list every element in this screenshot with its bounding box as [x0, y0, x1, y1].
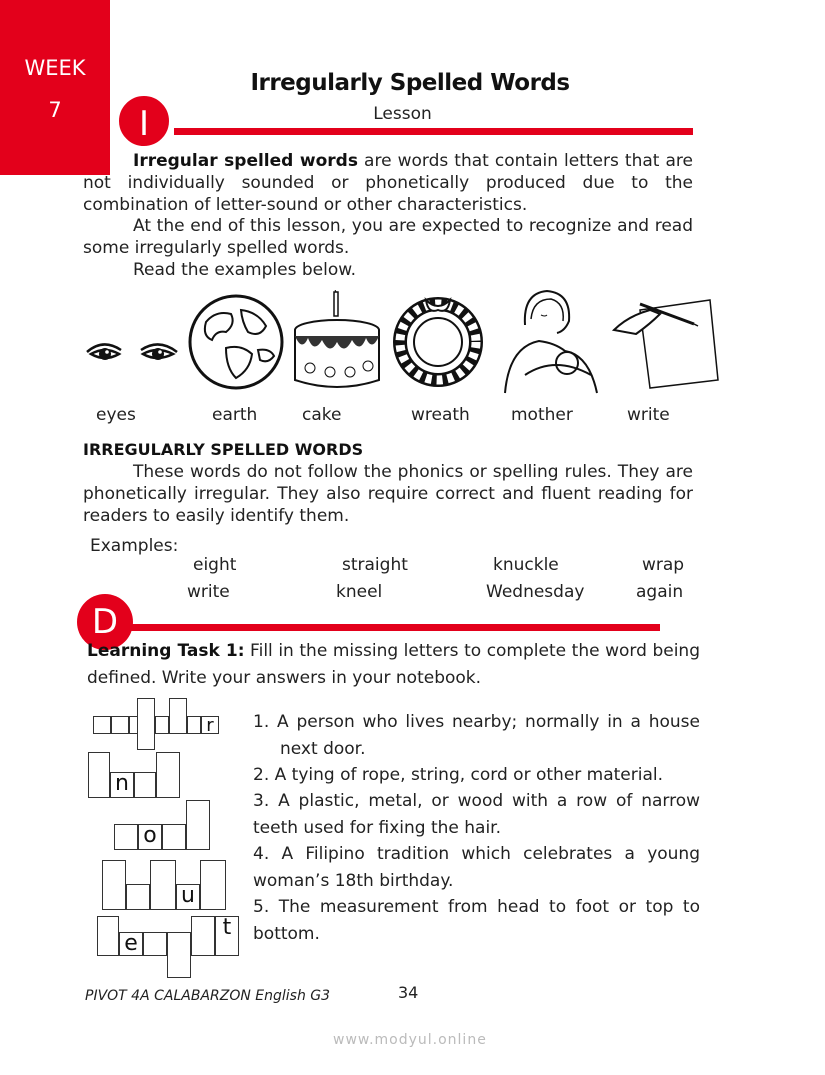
- answer-box[interactable]: [93, 716, 111, 734]
- page-subtitle: Lesson: [373, 104, 432, 124]
- example-word: eight: [193, 555, 237, 575]
- examples-label: Examples:: [90, 536, 179, 556]
- answer-box[interactable]: [111, 716, 129, 734]
- week-number: 7: [48, 98, 62, 122]
- clue-1: 1. A person who lives nearby; normally in a house next door.: [253, 712, 700, 759]
- footer-text: PIVOT 4A CALABARZON English G3: [85, 988, 331, 1004]
- earth-icon: [186, 292, 286, 392]
- week-tab: [0, 0, 110, 175]
- answer-box[interactable]: [169, 698, 187, 734]
- clue-3: 3. A plastic, metal, or wood with a row of narrow teeth used for fixing the hair.: [253, 791, 700, 838]
- section-i-bar: [174, 128, 693, 135]
- given-letter-box: u: [176, 884, 200, 910]
- section-d-bar: [130, 624, 660, 631]
- answer-box[interactable]: [143, 932, 167, 956]
- answer-box[interactable]: [155, 716, 169, 734]
- cake-icon: [290, 290, 385, 390]
- example-word: write: [187, 582, 230, 602]
- task-text: Fill in the missing letters to complete the word being defined. Write your answers in your notebook.: [87, 641, 700, 688]
- eyes-icon: [83, 290, 183, 390]
- picture-label-write: write: [627, 405, 670, 425]
- answer-box[interactable]: [186, 800, 210, 850]
- page-title: Irregularly Spelled Words: [250, 70, 570, 96]
- picture-label-mother: mother: [511, 405, 573, 425]
- answer-box[interactable]: [187, 716, 201, 734]
- objective-text: At the end of this lesson, you are expected to recognize and read some irregularly spelled words.: [83, 216, 693, 258]
- answer-box[interactable]: [137, 698, 155, 750]
- wreath-icon: [388, 290, 488, 390]
- answer-box[interactable]: [167, 932, 191, 978]
- week-label: WEEK: [24, 56, 86, 80]
- clue-4: 4. A Filipino tradition which celebrates a young woman’s 18th birthday.: [253, 844, 700, 891]
- answer-box[interactable]: [162, 824, 186, 850]
- instruction-text: Read the examples below.: [133, 260, 356, 280]
- answer-box[interactable]: [191, 916, 215, 956]
- write-icon: [610, 290, 720, 390]
- task-label: Learning Task 1:: [87, 641, 245, 661]
- picture-label-wreath: wreath: [411, 405, 470, 425]
- answer-box[interactable]: [156, 752, 180, 798]
- example-word: knuckle: [493, 555, 559, 575]
- answer-box[interactable]: [88, 752, 110, 798]
- mother-icon: [495, 285, 605, 395]
- watermark: www.modyul.online: [333, 1032, 487, 1048]
- intro-term: Irregular spelled words: [133, 151, 358, 171]
- given-letter-box: t: [215, 916, 239, 956]
- given-letter-box: n: [110, 772, 134, 798]
- intro-definition: are words that contain letters that are not individually sounded or phonetically produced due to the combination of letter-sound or other characteristics.: [83, 151, 694, 215]
- answer-box[interactable]: [102, 860, 126, 910]
- task-instruction: [87, 638, 700, 692]
- objective-paragraph: [83, 215, 693, 259]
- section-heading: IRREGULARLY SPELLED WORDS: [83, 440, 364, 459]
- irregular-paragraph: [83, 461, 693, 527]
- picture-label-eyes: eyes: [96, 405, 136, 425]
- clue-2: 2. A tying of rope, string, cord or other material.: [253, 765, 664, 785]
- intro-paragraph: [83, 150, 693, 216]
- answer-box[interactable]: [97, 916, 119, 956]
- section-i-badge: I: [116, 93, 172, 149]
- picture-label-earth: earth: [212, 405, 258, 425]
- page-number: 34: [398, 983, 419, 1002]
- clue-5: 5. The measurement from head to foot or top to bottom.: [253, 897, 700, 944]
- example-word: kneel: [336, 582, 383, 602]
- example-word: again: [636, 582, 684, 602]
- instruction-paragraph: [83, 259, 693, 281]
- example-word: straight: [342, 555, 408, 575]
- irregular-body: These words do not follow the phonics or spelling rules. They are phonetically irregular. They also require correct and fluent reading for readers to easily identify them.: [83, 462, 693, 526]
- answer-box[interactable]: [114, 824, 138, 850]
- example-word: wrap: [642, 555, 685, 575]
- picture-label-cake: cake: [302, 405, 342, 425]
- example-word: Wednesday: [486, 582, 585, 602]
- answer-box[interactable]: [126, 884, 150, 910]
- given-letter-box: o: [138, 824, 162, 850]
- given-letter-box: r: [201, 716, 219, 734]
- answer-box[interactable]: [134, 772, 156, 798]
- answer-box[interactable]: [150, 860, 176, 910]
- given-letter-box: e: [119, 932, 143, 956]
- section-d-badge: D: [77, 594, 133, 650]
- answer-box[interactable]: [200, 860, 226, 910]
